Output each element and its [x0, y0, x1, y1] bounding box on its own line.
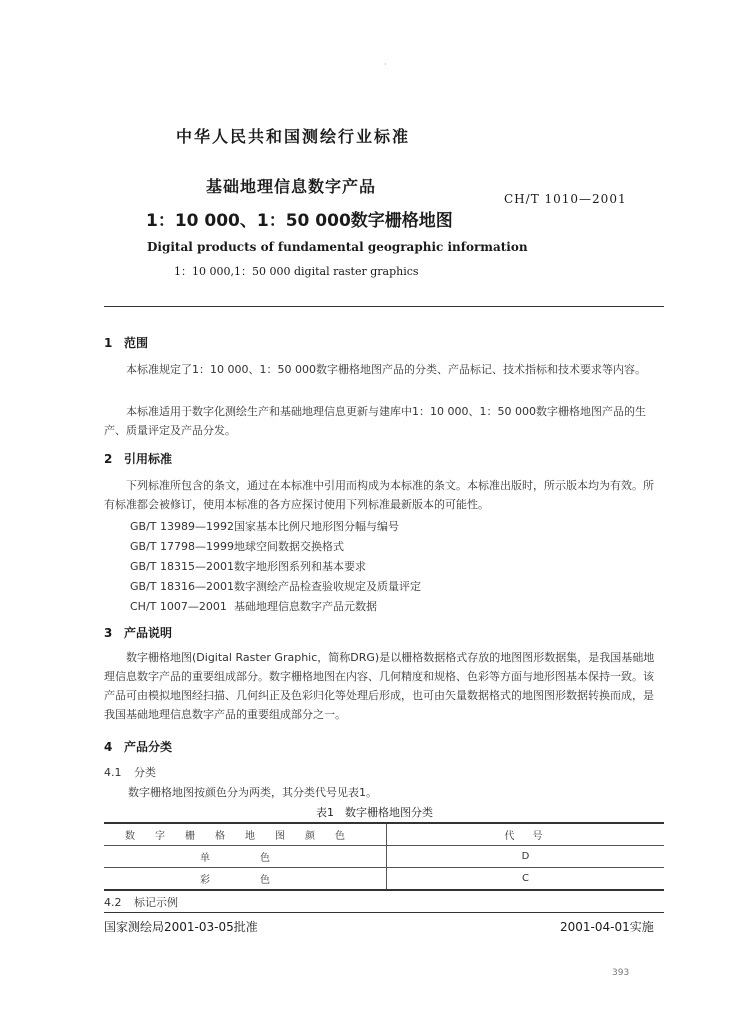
- table-cell: 单 色: [104, 846, 387, 868]
- page-number: 393: [612, 968, 630, 978]
- section-2-heading: [104, 450, 172, 467]
- reference-code: CH/T 1007—2001: [130, 600, 227, 613]
- subsection-4-1-heading: [104, 764, 156, 780]
- section-1-paragraph-2: 本标准适用于数字化测绘生产和基础地理信息更新与建库中1：10 000、1：50 000数字栅格地图产品的生产、质量评定及产品分发。: [104, 405, 646, 437]
- reference-code: GB/T 18316—2001: [130, 580, 234, 593]
- reference-item: [130, 558, 366, 574]
- title-en-line1: Digital products of fundamental geographic information: [147, 240, 528, 254]
- issuing-organization: 中华人民共和国测绘行业标准: [176, 127, 411, 146]
- table-row: [104, 846, 664, 868]
- table-cell: 彩 色: [104, 868, 387, 891]
- section-number: 1: [104, 336, 113, 350]
- standard-code: CH/T 1010—2001: [504, 192, 627, 206]
- classification-table: [104, 822, 664, 891]
- footer-divider: [104, 912, 664, 913]
- table-cell: D: [387, 846, 665, 868]
- section-number: 3: [104, 626, 113, 640]
- reference-item: [130, 518, 399, 534]
- table-header-cell: 数字栅格地图颜色: [104, 823, 387, 846]
- section-2-paragraph-1: 下列标准所包含的条文，通过在本标准中引用而构成为本标准的条文。本标准出版时，所示版本均为有效。所有标准都会被修订，使用本标准的各方应探讨使用下列标准最新版本的可能性。: [104, 479, 654, 511]
- reference-item: [130, 538, 344, 554]
- section-number: 2: [104, 452, 113, 466]
- table-caption: 表1 数字栅格地图分类: [316, 806, 433, 819]
- subsection-title: 分类: [134, 766, 156, 779]
- table-cell: C: [387, 868, 665, 891]
- title-en-line2: 1：10 000,1：50 000 digital raster graphics: [174, 265, 419, 278]
- table-header-cell: 代 号: [387, 823, 665, 846]
- subsection-number: 4.1: [104, 766, 122, 779]
- title-cn-line1: 基础地理信息数字产品: [206, 177, 377, 196]
- section-title: 产品分类: [124, 740, 173, 754]
- reference-title: 数字地形图系列和基本要求: [234, 560, 366, 573]
- subsection-4-1-text: 数字栅格地图按颜色分为两类，其分类代号见表1。: [128, 786, 377, 799]
- header-divider: [104, 306, 664, 307]
- section-title: 范围: [124, 336, 149, 350]
- table-row: [104, 868, 664, 891]
- section-1-heading: [104, 334, 148, 351]
- subsection-number: 4.2: [104, 896, 122, 909]
- section-4-heading: [104, 738, 172, 755]
- reference-code: GB/T 18315—2001: [130, 560, 234, 573]
- reference-title: 基础地理信息数字产品元数据: [234, 600, 377, 613]
- section-1-paragraph-1: 本标准规定了1：10 000、1：50 000数字栅格地图产品的分类、产品标记、技术指标和技术要求等内容。: [126, 363, 646, 376]
- reference-code: GB/T 17798—1999: [130, 540, 234, 553]
- section-3-heading: [104, 624, 172, 641]
- section-3-paragraph-1: 数字栅格地图(Digital Raster Graphic，简称DRG)是以栅格数据格式存放的地图图形数据集，是我国基础地理信息数字产品的重要组成部分。数字栅格地图在内容、几何精度和规格、色彩等方面与地形图基本保持一致。该产品可由模拟地图经扫描、几何纠正及色彩归化等处理后形成，也可由矢量数据格式的地图图形数据转换而成，是我国基础地理信息数字产品的重要组成部分之一。: [104, 651, 655, 721]
- subsection-4-2-heading: [104, 894, 178, 910]
- section-title: 引用标准: [124, 452, 173, 466]
- title-cn-line2: 1：10 000、1：50 000数字栅格地图: [146, 211, 453, 231]
- reference-title: 地球空间数据交换格式: [234, 540, 344, 553]
- subsection-title: 标记示例: [134, 896, 178, 909]
- reference-title: 数字测绘产品检查验收规定及质量评定: [234, 580, 421, 593]
- page-mark: ·: [384, 60, 387, 69]
- reference-item: [130, 598, 377, 614]
- section-number: 4: [104, 740, 113, 754]
- reference-item: [130, 578, 421, 594]
- approval-line: 国家测绘局2001-03-05批准: [104, 920, 258, 934]
- effective-date: 2001-04-01实施: [560, 920, 654, 934]
- section-title: 产品说明: [124, 626, 173, 640]
- reference-title: 国家基本比例尺地形图分幅与编号: [234, 520, 399, 533]
- table-header-row: [104, 823, 664, 846]
- reference-code: GB/T 13989—1992: [130, 520, 234, 533]
